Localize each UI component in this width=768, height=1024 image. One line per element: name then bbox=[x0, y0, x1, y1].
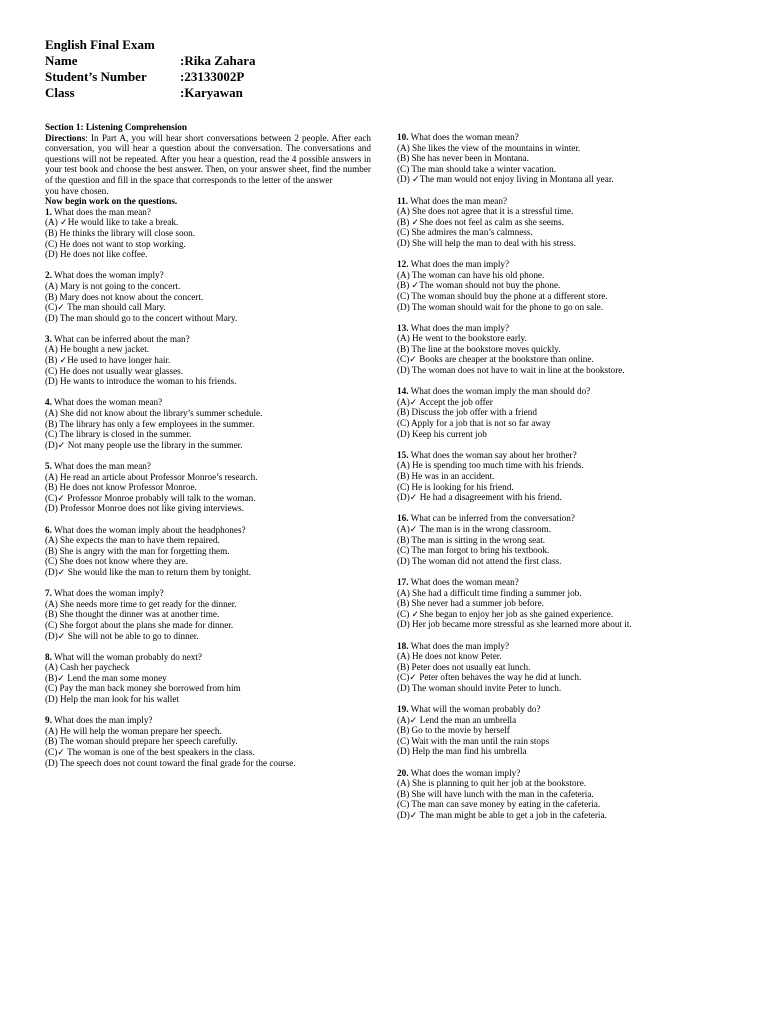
question-number: 17. bbox=[397, 576, 409, 587]
question-text bbox=[397, 577, 717, 588]
question-text bbox=[397, 768, 717, 779]
answer-option: (B) Discuss the job offer with a friend bbox=[397, 407, 537, 418]
answer-option: (B) She will have lunch with the man in the cafeteria. bbox=[397, 788, 594, 799]
answer-option: (C) He is looking for his friend. bbox=[397, 481, 514, 492]
answer-option: (B) She is angry with the man for forgetting them. bbox=[45, 545, 230, 556]
student-number-value: :23133002P bbox=[180, 69, 245, 84]
answer-option: (A) He went to the bookstore early. bbox=[397, 333, 527, 344]
question-number: 4. bbox=[45, 397, 52, 408]
answer-option: (A) She needs more time to get ready for the dinner. bbox=[45, 598, 237, 609]
question-prompt: What will the woman probably do next? bbox=[51, 651, 203, 662]
answer-option: (C)✓ Peter often behaves the way he did at lunch. bbox=[397, 672, 582, 683]
name-value: :Rika Zahara bbox=[180, 53, 256, 68]
answer-option: (D)✓ He had a disagreement with his friend. bbox=[397, 492, 562, 503]
answer-option: (B) She thought the dinner was at another time. bbox=[45, 609, 220, 620]
answer-option: (C)✓ Books are cheaper at the bookstore than online. bbox=[397, 354, 594, 365]
student-number-label: Student’s Number bbox=[45, 69, 147, 84]
answer-option: (C)✓ Professor Monroe probably will talk to the woman. bbox=[45, 492, 256, 503]
answer-option: (B) The man is sitting in the wrong seat. bbox=[397, 534, 546, 545]
question-prompt: What does the woman mean? bbox=[408, 576, 519, 587]
answer-option: (C) ✓She began to enjoy her job as she gained experience. bbox=[397, 608, 614, 619]
right-column bbox=[397, 132, 717, 821]
answer-option: (A) He bought a new jacket. bbox=[45, 344, 150, 355]
answer-option: (C) He does not want to stop working. bbox=[45, 238, 186, 249]
question-number: 5. bbox=[45, 461, 52, 471]
question-prompt: What does the woman mean? bbox=[408, 132, 519, 142]
question-1 bbox=[45, 207, 371, 260]
answer-option: (A) Cash her paycheck bbox=[45, 662, 130, 673]
answer-option: (D) Help the man look for his wallet bbox=[45, 694, 179, 705]
question-7 bbox=[45, 588, 371, 641]
question-text bbox=[397, 132, 717, 143]
question-number: 11. bbox=[397, 195, 408, 206]
answer-option: (D)✓ The man might be able to get a job in the cafeteria. bbox=[397, 810, 607, 820]
answer-option: (D) Professor Monroe does not like giving interviews. bbox=[45, 503, 245, 514]
answer-option: (A) She likes the view of the mountains in winter. bbox=[397, 142, 581, 153]
question-number: 3. bbox=[45, 333, 52, 344]
question-prompt: What does the woman imply? bbox=[408, 767, 521, 778]
question-prompt: What does the woman imply the man should do? bbox=[408, 386, 591, 397]
class-row bbox=[45, 85, 255, 101]
answer-option: (B) ✓She does not feel as calm as she seems. bbox=[397, 216, 564, 227]
answer-option: (B) Go to the movie by herself bbox=[397, 725, 510, 736]
question-text bbox=[45, 588, 371, 599]
question-17 bbox=[397, 577, 717, 630]
answer-option: (A) She had a difficult time finding a summer job. bbox=[397, 587, 582, 598]
questions-left bbox=[45, 207, 371, 768]
question-prompt: What can be inferred about the man? bbox=[51, 333, 190, 344]
name-row bbox=[45, 53, 255, 69]
question-prompt: What does the man mean? bbox=[51, 206, 151, 217]
directions-text: : In Part A, you will hear short conversations between 2 people. After each conversation, you will hear a question about the conversation. The conversations and questions will not be repeated. After you hear a question, read the 4 possible answers in your test book and choose the best answer. Then, on your answer sheet, find the number of the question and fill in the space that corresponds to the letter of the answer bbox=[45, 132, 371, 185]
question-prompt: What does the woman imply about the headphones? bbox=[51, 524, 246, 535]
question-text bbox=[45, 207, 371, 218]
answer-option: (A) The woman can have his old phone. bbox=[397, 269, 545, 280]
answer-option: (D) She will help the man to deal with his stress. bbox=[397, 237, 576, 248]
answer-option: (A)✓ The man is in the wrong classroom. bbox=[397, 523, 551, 534]
question-text bbox=[397, 513, 717, 524]
answer-option: (C) Pay the man back money she borrowed from him bbox=[45, 683, 241, 694]
answer-option: (D) Keep his current job bbox=[397, 428, 487, 439]
class-value: :Karyawan bbox=[180, 85, 243, 100]
answer-option: (B) The woman should prepare her speech carefully. bbox=[45, 736, 238, 747]
question-number: 15. bbox=[397, 449, 409, 460]
question-number: 7. bbox=[45, 588, 52, 599]
class-label: Class bbox=[45, 85, 75, 100]
answer-option: (C) The man should take a winter vacation. bbox=[397, 163, 557, 174]
section-title: Section 1: Listening Comprehension bbox=[45, 122, 187, 132]
answer-option: (C) The library is closed in the summer. bbox=[45, 429, 192, 440]
answer-option: (B) Peter does not usually eat lunch. bbox=[397, 661, 531, 672]
question-prompt: What will the woman probably do? bbox=[408, 704, 541, 715]
exam-header bbox=[45, 37, 255, 101]
answer-option: (B) The library has only a few employees in the summer. bbox=[45, 418, 255, 429]
question-number: 6. bbox=[45, 524, 52, 535]
question-10 bbox=[397, 132, 717, 185]
answer-option: (B) She never had a summer job before. bbox=[397, 598, 544, 609]
answer-option: (C) The man forgot to bring his textbook. bbox=[397, 545, 550, 556]
answer-option: (B) ✓The woman should not buy the phone. bbox=[397, 280, 561, 291]
question-text bbox=[45, 270, 371, 281]
question-13 bbox=[397, 323, 717, 376]
question-4 bbox=[45, 397, 371, 450]
question-prompt: What does the woman imply? bbox=[51, 588, 164, 599]
answer-option: (D) The speech does not count toward the final grade for the course. bbox=[45, 757, 296, 768]
answer-option: (C) Wait with the man until the rain stops bbox=[397, 735, 550, 746]
question-number: 16. bbox=[397, 513, 409, 524]
answer-option: (A) He is spending too much time with his friends. bbox=[397, 460, 584, 471]
question-19 bbox=[397, 704, 717, 757]
answer-option: (D) The woman should invite Peter to lunch. bbox=[397, 682, 562, 693]
question-3 bbox=[45, 334, 371, 387]
directions-paragraph bbox=[45, 133, 371, 186]
question-number: 13. bbox=[397, 322, 409, 333]
question-text bbox=[397, 641, 717, 652]
question-text bbox=[45, 652, 371, 663]
answer-option: (A) He does not know Peter. bbox=[397, 651, 502, 662]
question-text bbox=[45, 525, 371, 536]
answer-option: (C)✓ The man should call Mary. bbox=[45, 302, 166, 313]
question-18 bbox=[397, 641, 717, 694]
question-9 bbox=[45, 715, 371, 768]
question-number: 2. bbox=[45, 270, 52, 281]
begin-instruction: Now begin work on the questions. bbox=[45, 196, 178, 207]
question-number: 19. bbox=[397, 704, 409, 715]
answer-option: (D) Her job became more stressful as she learned more about it. bbox=[397, 619, 632, 630]
answer-option: (A)✓ Lend the man an umbrella bbox=[397, 714, 517, 725]
question-20 bbox=[397, 768, 717, 821]
question-number: 20. bbox=[397, 767, 409, 778]
answer-option: (D) The woman did not attend the first class. bbox=[397, 555, 562, 566]
student-number-row bbox=[45, 69, 255, 85]
answer-option: (A) She expects the man to have them repaired. bbox=[45, 535, 220, 546]
question-text bbox=[397, 386, 717, 397]
question-text bbox=[45, 461, 371, 472]
question-prompt: What does the woman imply? bbox=[51, 270, 164, 281]
answer-option: (A) She is planning to quit her job at the bookstore. bbox=[397, 778, 587, 789]
answer-option: (B) ✓He used to have longer hair. bbox=[45, 355, 171, 366]
question-text bbox=[45, 397, 371, 408]
question-number: 12. bbox=[397, 259, 409, 270]
answer-option: (A) She does not agree that it is a stressful time. bbox=[397, 206, 574, 217]
answer-option: (A) He will help the woman prepare her speech. bbox=[45, 725, 222, 736]
answer-option: (A) She did not know about the library’s summer schedule. bbox=[45, 408, 263, 419]
answer-option: (A) He read an article about Professor Monroe’s research. bbox=[45, 471, 258, 482]
question-16 bbox=[397, 513, 717, 566]
answer-option: (C)✓ The woman is one of the best speakers in the class. bbox=[45, 747, 255, 758]
question-prompt: What does the man mean? bbox=[407, 195, 508, 206]
question-8 bbox=[45, 652, 371, 705]
answer-option: (D) ✓The man would not enjoy living in Montana all year. bbox=[397, 174, 614, 185]
answer-option: (C) She does not know where they are. bbox=[45, 556, 188, 567]
question-text bbox=[397, 196, 717, 207]
answer-option: (D)✓ She would like the man to return them by tonight. bbox=[45, 566, 251, 577]
question-number: 18. bbox=[397, 640, 409, 651]
question-number: 9. bbox=[45, 715, 52, 726]
question-number: 1. bbox=[45, 206, 52, 217]
answer-option: (B) Mary does not know about the concert. bbox=[45, 291, 204, 302]
question-5 bbox=[45, 461, 371, 514]
answer-option: (D) The man should go to the concert without Mary. bbox=[45, 312, 238, 323]
question-text bbox=[397, 704, 717, 715]
exam-title: English Final Exam bbox=[45, 37, 155, 52]
question-prompt: What does the man imply? bbox=[408, 259, 510, 270]
answer-option: (C) Apply for a job that is not so far away bbox=[397, 418, 551, 429]
question-text bbox=[397, 323, 717, 334]
answer-option: (C) He does not usually wear glasses. bbox=[45, 365, 184, 376]
answer-option: (A) Mary is not going to the concert. bbox=[45, 280, 181, 291]
left-column bbox=[45, 122, 371, 768]
question-6 bbox=[45, 525, 371, 578]
question-number: 10. bbox=[397, 132, 409, 142]
question-number: 8. bbox=[45, 651, 52, 662]
answer-option: (C) She forgot about the plans she made for dinner. bbox=[45, 619, 234, 630]
answer-option: (C) The man can save money by eating in the cafeteria. bbox=[397, 799, 601, 810]
answer-option: (D) He wants to introduce the woman to his friends. bbox=[45, 376, 237, 387]
name-label: Name bbox=[45, 53, 78, 68]
question-text bbox=[397, 259, 717, 270]
answer-option: (B) He thinks the library will close soon. bbox=[45, 227, 196, 238]
answer-option: (D) The woman should wait for the phone to go on sale. bbox=[397, 301, 603, 312]
answer-option: (B) He was in an accident. bbox=[397, 471, 495, 481]
answer-option: (A) ✓He would like to take a break. bbox=[45, 217, 179, 228]
question-number: 14. bbox=[397, 386, 409, 397]
question-15 bbox=[397, 450, 717, 503]
answer-option: (D)✓ She will not be able to go to dinner. bbox=[45, 630, 199, 641]
answer-option: (D)✓ Not many people use the library in the summer. bbox=[45, 439, 243, 450]
question-text bbox=[45, 715, 371, 726]
question-prompt: What does the woman say about her brother? bbox=[408, 449, 577, 460]
answer-option: (D) The woman does not have to wait in line at the bookstore. bbox=[397, 365, 625, 376]
question-2 bbox=[45, 270, 371, 323]
answer-option: (B) The line at the bookstore moves quickly. bbox=[397, 343, 561, 354]
answer-option: (C) She admires the man’s calmness. bbox=[397, 227, 533, 238]
question-text bbox=[397, 450, 717, 461]
answer-option: (B) He does not know Professor Monroe. bbox=[45, 482, 197, 493]
answer-option: (D) Help the man find his umbrella bbox=[397, 746, 527, 757]
directions-tail: you have chosen. bbox=[45, 185, 109, 196]
question-prompt: What does the man mean? bbox=[51, 461, 151, 471]
directions-label: Directions bbox=[45, 132, 86, 143]
answer-option: (B) She has never been in Montana. bbox=[397, 153, 529, 164]
question-prompt: What can be inferred from the conversation? bbox=[408, 513, 575, 524]
answer-option: (A)✓ Accept the job offer bbox=[397, 396, 493, 407]
answer-option: (B)✓ Lend the man some money bbox=[45, 672, 167, 683]
question-text bbox=[45, 334, 371, 345]
answer-option: (C) The woman should buy the phone at a different store. bbox=[397, 290, 608, 301]
answer-option: (D) He does not like coffee. bbox=[45, 249, 148, 260]
question-prompt: What does the man imply? bbox=[408, 640, 510, 651]
question-14 bbox=[397, 386, 717, 439]
question-12 bbox=[397, 259, 717, 312]
question-prompt: What does the woman mean? bbox=[51, 397, 163, 408]
question-prompt: What does the man imply? bbox=[408, 322, 510, 333]
question-prompt: What does the man imply? bbox=[51, 715, 153, 726]
question-11 bbox=[397, 196, 717, 249]
